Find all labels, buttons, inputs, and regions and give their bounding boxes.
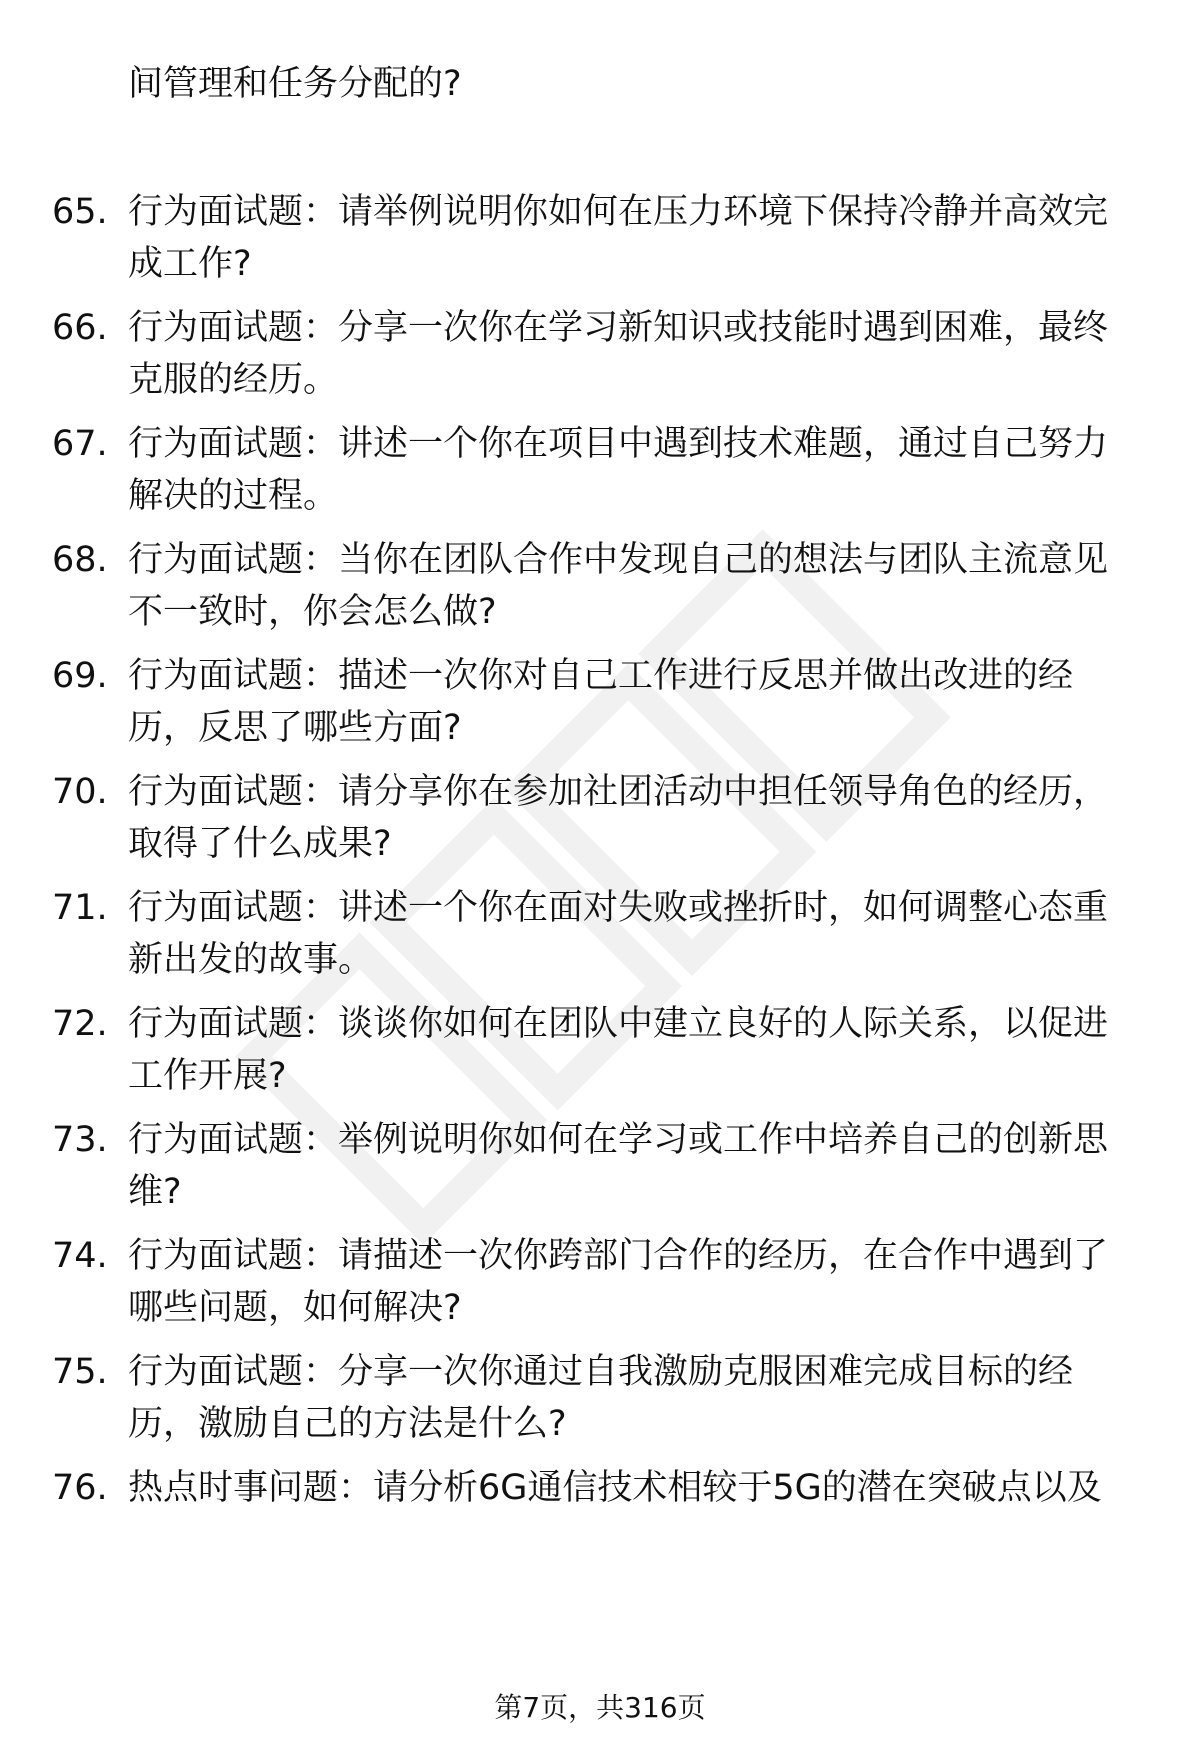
item-text: 行为面试题：描述一次你对自己工作进行反思并做出改进的经历，反思了哪些方面? xyxy=(128,656,1074,748)
item-number: 69. xyxy=(52,656,108,696)
item-text: 行为面试题：讲述一个你在面对失败或挫折时，如何调整心态重新出发的故事。 xyxy=(128,888,1109,980)
item-number: 71. xyxy=(52,888,108,928)
item-number: 73. xyxy=(52,1120,108,1160)
item-number: 68. xyxy=(52,540,108,580)
item-text: 行为面试题：请分享你在参加社团活动中担任领导角色的经历，取得了什么成果? xyxy=(128,772,1109,864)
item-number: 70. xyxy=(52,772,108,812)
item-number: 65. xyxy=(52,192,108,232)
item-text: 行为面试题：请举例说明你如何在压力环境下保持冷静并高效完成工作? xyxy=(128,192,1109,284)
item-text: 行为面试题：谈谈你如何在团队中建立良好的人际关系，以促进工作开展? xyxy=(128,1004,1109,1096)
item-text: 行为面试题：当你在团队合作中发现自己的想法与团队主流意见不一致时，你会怎么做? xyxy=(128,540,1109,632)
item-number: 76. xyxy=(52,1468,108,1508)
item-number: 72. xyxy=(52,1004,108,1044)
item-text: 热点时事问题：请分析6G通信技术相较于5G的潜在突破点以及 xyxy=(128,1468,1102,1508)
continuation-text: 间管理和任务分配的? xyxy=(128,64,462,104)
item-text: 行为面试题：请描述一次你跨部门合作的经历，在合作中遇到了哪些问题，如何解决? xyxy=(128,1236,1109,1328)
item-text: 行为面试题：讲述一个你在项目中遇到技术难题，通过自己努力解决的过程。 xyxy=(128,424,1109,516)
item-number: 67. xyxy=(52,424,108,464)
item-text: 行为面试题：举例说明你如何在学习或工作中培养自己的创新思维? xyxy=(128,1120,1109,1212)
item-number: 74. xyxy=(52,1236,108,1276)
item-text: 行为面试题：分享一次你通过自我激励克服困难完成目标的经历，激励自己的方法是什么? xyxy=(128,1352,1074,1444)
item-text: 行为面试题：分享一次你在学习新知识或技能时遇到困难，最终克服的经历。 xyxy=(128,308,1109,400)
item-number: 75. xyxy=(52,1352,108,1392)
page-footer: 第7页，共316页 xyxy=(494,1691,706,1724)
item-number: 66. xyxy=(52,308,108,348)
